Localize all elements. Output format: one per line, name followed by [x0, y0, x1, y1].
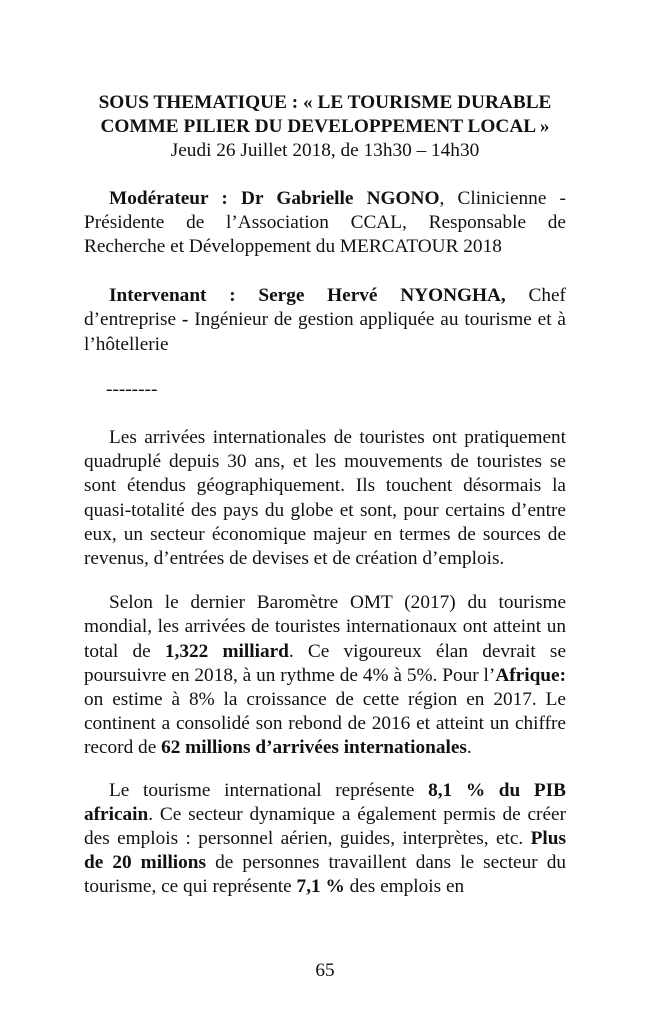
barometer-bold-2: Afrique:: [495, 664, 566, 686]
session-date: Jeudi 26 Juillet 2018, de 13h30 – 14h30: [170, 140, 480, 162]
paragraph-gdp: [84, 779, 566, 900]
speaker-description: Chef d’entreprise: [84, 285, 566, 331]
speaker-paragraph: [84, 284, 566, 357]
paragraph-barometer: [84, 591, 566, 760]
gdp-text-1: Le tourisme international représente: [109, 779, 429, 801]
barometer-bold-3: 62 millions d’arrivées internationales: [161, 737, 467, 759]
separator: --------: [106, 378, 158, 400]
moderator-description: , Clinicienne - Présidente de l’Association CCAL, Responsable de Recherche et Développement du MERCATOUR 2018: [84, 187, 566, 258]
barometer-text-2: . Ce vigoureux élan devrait se poursuivre en 2018, à un rythme de 4% à 5%. Pour l’: [84, 640, 566, 686]
document-body: [84, 91, 566, 900]
gdp-bold-2: Plus de 20 millions: [84, 828, 566, 874]
gdp-bold-3: 7,1 %: [296, 876, 345, 898]
gdp-bold-1: 8,1 % du PIB africain: [84, 779, 567, 825]
moderator-paragraph: [84, 187, 566, 260]
speaker-name: Serge Hervé NYONGHA,: [258, 285, 506, 307]
session-heading: [84, 91, 566, 164]
heading-line-2: COMME PILIER DU DEVELOPPEMENT LOCAL »: [100, 116, 550, 138]
barometer-text-4: .: [466, 737, 472, 759]
barometer-bold-1: 1,322 milliard: [164, 640, 289, 662]
speaker-dash: -: [181, 309, 189, 331]
speaker-description-2: Ingénieur de gestion appliquée au tourisme et à l’hôtellerie: [84, 309, 566, 355]
paragraph-arrivals: Les arrivées internationales de touristes ont pratiquement quadruplé depuis 30 ans, et les mouvements de touristes se sont étendus géographiquement. Ils touchent désormais la quasi-totalité des pays du globe et sont, pour certains d’entre eux, un secteur économique majeur en termes de sources de revenus, d’entrées de devises et de création d’emplois.: [84, 427, 566, 570]
gdp-text-4: des emplois en: [344, 876, 465, 898]
gdp-text-3: de personnes travaillent dans le secteur du tourisme, ce qui représente: [84, 852, 567, 898]
moderator-name: Dr Gabrielle NGONO: [241, 187, 440, 209]
gdp-text-2: . Ce secteur dynamique a également permis de créer des emplois : personnel aérien, guides, interprètes, etc.: [84, 803, 566, 850]
barometer-text-3: on estime à 8% la croissance de cette région en 2017. Le continent a consolidé son rebond de 2016 et atteint un chiffre record de: [84, 689, 566, 759]
heading-line-1: SOUS THEMATIQUE : « LE TOURISME DURABLE: [98, 92, 552, 113]
speaker-label: Intervenant :: [109, 285, 236, 307]
barometer-text-1: Selon le dernier Baromètre OMT (2017) du tourisme mondial, les arrivées de touristes internationaux ont atteint un total de: [84, 592, 566, 662]
moderator-label: Modérateur :: [109, 187, 228, 209]
page-number: 65: [315, 960, 335, 981]
